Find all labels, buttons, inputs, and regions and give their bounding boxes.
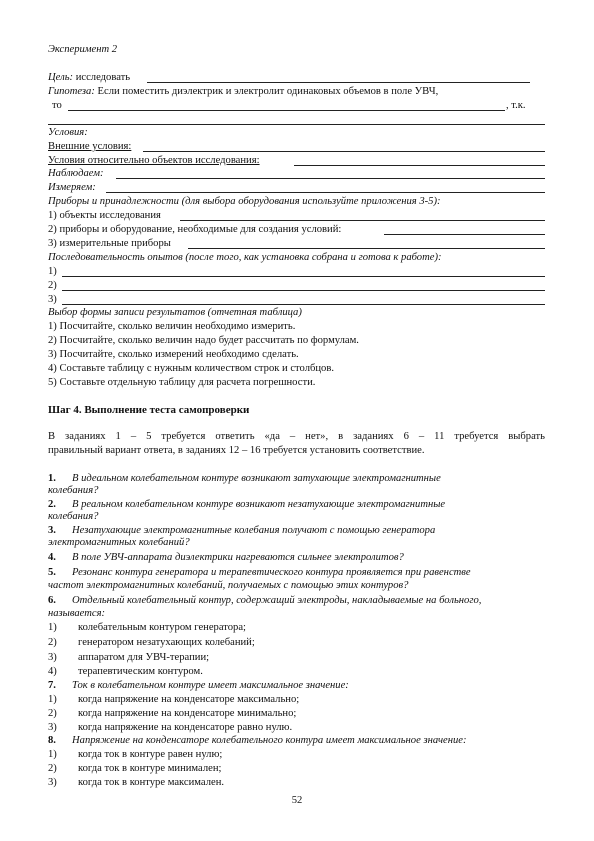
option-text: когда напряжение на конденсаторе равно нулю. <box>78 722 293 733</box>
sequence-item-3: 3) <box>48 294 57 305</box>
device-blank-3[interactable] <box>188 248 545 249</box>
device-item-1: 1) объекты исследования <box>48 210 161 221</box>
hypothesis-blank-2[interactable] <box>48 124 545 125</box>
sequence-blank-1[interactable] <box>62 276 545 277</box>
device-item-2: 2) приборы и оборудование, необходимые для создания условий: <box>48 224 342 235</box>
record-step-5: 5) Составьте отдельную таблицу для расчета погрешности. <box>48 377 316 388</box>
devices-label: Приборы и принадлежности (для выбора оборудования используйте приложения 3-5): <box>48 196 441 207</box>
option-number: 1) <box>48 622 57 633</box>
question-number: 2. <box>48 499 56 510</box>
external-conditions-blank[interactable] <box>143 151 545 152</box>
option-number: 4) <box>48 666 57 677</box>
device-blank-2[interactable] <box>384 234 545 235</box>
option-number: 1) <box>48 694 57 705</box>
sequence-item-1: 1) <box>48 266 57 277</box>
goal-blank[interactable] <box>147 82 530 83</box>
question-5-cont: частот электромагнитных колебаний, получаемых с помощью этих контуров? <box>48 580 409 591</box>
hypothesis-line <box>48 86 545 98</box>
option-text: когда ток в контуре минимален; <box>78 763 222 774</box>
hypothesis-blank[interactable] <box>68 110 505 111</box>
option-text: колебательным контуром генератора; <box>78 622 246 633</box>
question-text: В реальном колебательном контуре возникают незатухающие электромагнитные <box>72 499 446 510</box>
question-3 <box>48 525 545 537</box>
question-3-cont: электромагнитных колебаний? <box>48 537 190 548</box>
object-conditions: Условия относительно объектов исследования: <box>48 155 260 166</box>
question-text: Резонанс контура генератора и терапевтического контура проявляется при равенстве <box>72 567 471 578</box>
question-7-option-1[interactable] <box>48 694 545 706</box>
question-6-cont: называется: <box>48 608 106 619</box>
hypothesis-to: то <box>52 100 62 111</box>
measure-label: Измеряем: <box>48 182 96 193</box>
sequence-blank-2[interactable] <box>62 290 545 291</box>
intro-line-1: В заданиях 1 – 5 требуется ответить «да – нет», в заданиях 6 – 11 требуется выбрать <box>48 431 545 442</box>
question-2 <box>48 499 545 511</box>
option-text: когда ток в контуре равен нулю; <box>78 749 223 760</box>
observe-blank[interactable] <box>116 178 545 179</box>
page-number: 52 <box>291 795 303 806</box>
question-text: Незатухающие электромагнитные колебания получают с помощью генератора <box>72 525 436 536</box>
device-blank-1[interactable] <box>180 220 545 221</box>
option-text: когда ток в контуре максимален. <box>78 777 225 788</box>
option-text: аппаратом для УВЧ-терапии; <box>78 652 210 663</box>
option-number: 1) <box>48 749 57 760</box>
question-1 <box>48 473 545 485</box>
object-conditions-blank[interactable] <box>294 165 545 166</box>
sequence-item-2: 2) <box>48 280 57 291</box>
question-text: Ток в колебательном контуре имеет максимальное значение: <box>72 680 349 691</box>
question-text: В идеальном колебательном контуре возникают затухающие электромагнитные <box>72 473 441 484</box>
question-number: 3. <box>48 525 56 536</box>
option-number: 3) <box>48 777 57 788</box>
question-5 <box>48 567 545 579</box>
option-text: генератором незатухающих колебаний; <box>78 637 255 648</box>
measure-blank[interactable] <box>106 192 545 193</box>
record-step-1: 1) Посчитайте, сколько величин необходимо измерить. <box>48 321 296 332</box>
question-6-option-3[interactable] <box>48 652 545 664</box>
question-7-option-3[interactable] <box>48 722 545 734</box>
question-7 <box>48 680 545 692</box>
question-6-option-2[interactable] <box>48 637 545 649</box>
sequence-label: Последовательность опытов (после того, как установка собрана и готова к работе): <box>48 252 442 263</box>
record-form-label: Выбор формы записи результатов (отчетная таблица) <box>48 307 302 318</box>
intro-line-2: правильный вариант ответа, в заданиях 12 – 16 требуется установить соответствие. <box>48 445 425 456</box>
sequence-blank-3[interactable] <box>62 304 545 305</box>
hypothesis-label: Гипотеза: <box>48 86 95 97</box>
hypothesis-text: Если поместить диэлектрик и электролит одинаковых объемов в поле УВЧ, <box>97 86 439 97</box>
option-number: 3) <box>48 722 57 733</box>
step4-heading: Шаг 4. Выполнение теста самопроверки <box>48 404 250 416</box>
question-text: В поле УВЧ-аппарата диэлектрики нагреваются сильнее электролитов? <box>72 552 404 563</box>
option-text: когда напряжение на конденсаторе максимально; <box>78 694 300 705</box>
question-number: 5. <box>48 567 56 578</box>
question-number: 8. <box>48 735 56 746</box>
external-conditions: Внешние условия: <box>48 141 132 152</box>
question-number: 7. <box>48 680 56 691</box>
option-number: 2) <box>48 763 57 774</box>
device-item-3: 3) измерительные приборы <box>48 238 171 249</box>
question-6 <box>48 595 545 607</box>
question-number: 1. <box>48 473 56 484</box>
option-text: терапевтическим контуром. <box>78 666 203 677</box>
question-8-option-3[interactable] <box>48 777 545 789</box>
goal-text: исследовать <box>75 72 131 83</box>
record-step-3: 3) Посчитайте, сколько измерений необходимо сделать. <box>48 349 299 360</box>
observe-label: Наблюдаем: <box>48 168 104 179</box>
question-6-option-1[interactable] <box>48 622 545 634</box>
question-4 <box>48 552 545 564</box>
question-1-cont: колебания? <box>48 485 99 496</box>
question-8-option-1[interactable] <box>48 749 545 761</box>
goal-label: Цель: <box>48 72 74 83</box>
question-text: Напряжение на конденсаторе колебательного контура имеет максимальное значение: <box>72 735 467 746</box>
option-text: когда напряжение на конденсаторе минимально; <box>78 708 297 719</box>
option-number: 3) <box>48 652 57 663</box>
question-8 <box>48 735 545 747</box>
option-number: 2) <box>48 637 57 648</box>
conditions-label: Условия: <box>48 127 88 138</box>
question-number: 4. <box>48 552 56 563</box>
question-6-option-4[interactable] <box>48 666 545 678</box>
experiment-title: Эксперимент 2 <box>48 44 118 55</box>
option-number: 2) <box>48 708 57 719</box>
record-step-2: 2) Посчитайте, сколько величин надо будет рассчитать по формулам. <box>48 335 359 346</box>
question-8-option-2[interactable] <box>48 763 545 775</box>
record-step-4: 4) Составьте таблицу с нужным количеством строк и столбцов. <box>48 363 334 374</box>
question-2-cont: колебания? <box>48 511 99 522</box>
hypothesis-tk: , т.к. <box>506 100 526 111</box>
question-text: Отдельный колебательный контур, содержащий электроды, накладываемые на больного, <box>72 595 482 606</box>
question-7-option-2[interactable] <box>48 708 545 720</box>
question-number: 6. <box>48 595 56 606</box>
